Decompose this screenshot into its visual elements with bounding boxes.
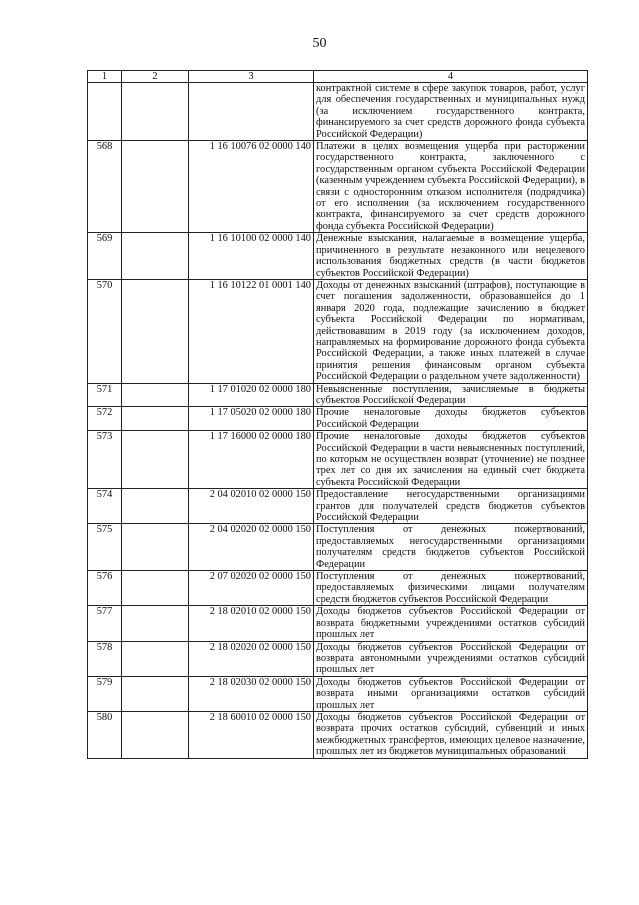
table-row <box>88 83 588 141</box>
column-header-4: 4 <box>314 71 588 83</box>
budget-code: 2 18 02030 02 0000 150 <box>189 676 314 711</box>
row-number: 580 <box>88 711 122 758</box>
row-number: 573 <box>88 431 122 489</box>
row-description: контрактной системе в сфере закупок товаров, работ, услуг для обеспечения государственных и муниципальных нужд (за исключением государственного контракта, финансируемого за счет средств дорожного фонда субъекта Российской Федерации) <box>314 83 588 141</box>
table-header-row <box>88 71 588 83</box>
row-column-2 <box>122 431 189 489</box>
row-description: Невыясненные поступления, зачисляемые в бюджеты субъектов Российской Федерации <box>314 383 588 407</box>
row-description: Прочие неналоговые доходы бюджетов субъектов Российской Федерации <box>314 407 588 431</box>
row-description: Платежи в целях возмещения ущерба при расторжении государственного контракта, заключенного с государственным органом субъекта Российской Федерации (казенным учреждением субъекта Российской Федерации), в связи с односторонним отказом исполнителя (подрядчика) от его исполнения (за исключением государственного контракта, финансируемого за счет средств дорожного фонда субъекта Российской Федерации) <box>314 141 588 233</box>
budget-code: 2 07 02020 02 0000 150 <box>189 571 314 606</box>
table-row <box>88 676 588 711</box>
row-column-2 <box>122 141 189 233</box>
row-description: Доходы бюджетов субъектов Российской Федерации от возврата бюджетными учреждениями остатков субсидий прошлых лет <box>314 606 588 641</box>
row-column-2 <box>122 383 189 407</box>
row-description: Доходы бюджетов субъектов Российской Федерации от возврата иными организациями остатков субсидий прошлых лет <box>314 676 588 711</box>
budget-code: 2 18 02020 02 0000 150 <box>189 641 314 676</box>
table-row <box>88 606 588 641</box>
budget-code: 2 18 02010 02 0000 150 <box>189 606 314 641</box>
budget-code: 2 18 60010 02 0000 150 <box>189 711 314 758</box>
row-description: Предоставление негосударственными организациями грантов для получателей средств бюджетов субъектов Российской Федерации <box>314 489 588 524</box>
budget-code: 1 16 10122 01 0001 140 <box>189 279 314 383</box>
row-column-2 <box>122 279 189 383</box>
table-row <box>88 383 588 407</box>
row-column-2 <box>122 83 189 141</box>
row-number: 572 <box>88 407 122 431</box>
row-column-2 <box>122 524 189 571</box>
table-row <box>88 524 588 571</box>
table-row <box>88 571 588 606</box>
row-description: Доходы бюджетов субъектов Российской Федерации от возврата прочих остатков субсидий, субвенций и иных межбюджетных трансфертов, имеющих целевое назначение, прошлых лет из бюджетов муниципальных образований <box>314 711 588 758</box>
row-description: Денежные взыскания, налагаемые в возмещение ущерба, причиненного в результате незаконного или нецелевого использования бюджетных средств (в части бюджетов субъектов Российской Федерации) <box>314 233 588 280</box>
table-row <box>88 641 588 676</box>
row-description: Поступления от денежных пожертвований, предоставляемых физическими лицами получателям средств бюджетов субъектов Российской Федерации <box>314 571 588 606</box>
row-number: 578 <box>88 641 122 676</box>
table-row <box>88 279 588 383</box>
row-number <box>88 83 122 141</box>
row-number: 579 <box>88 676 122 711</box>
row-column-2 <box>122 641 189 676</box>
row-description: Доходы бюджетов субъектов Российской Федерации от возврата автономными учреждениями остатков субсидий прошлых лет <box>314 641 588 676</box>
row-column-2 <box>122 407 189 431</box>
table-row <box>88 489 588 524</box>
row-column-2 <box>122 489 189 524</box>
table-row <box>88 233 588 280</box>
budget-code: 1 17 16000 02 0000 180 <box>189 431 314 489</box>
budget-code: 1 17 01020 02 0000 180 <box>189 383 314 407</box>
row-column-2 <box>122 606 189 641</box>
row-description: Поступления от денежных пожертвований, предоставляемых негосударственными организациями получателям средств бюджетов субъектов Российской Федерации <box>314 524 588 571</box>
row-number: 571 <box>88 383 122 407</box>
column-header-3: 3 <box>189 71 314 83</box>
row-column-2 <box>122 571 189 606</box>
budget-code: 1 16 10076 02 0000 140 <box>189 141 314 233</box>
row-number: 569 <box>88 233 122 280</box>
budget-code: 2 04 02020 02 0000 150 <box>189 524 314 571</box>
budget-code: 1 17 05020 02 0000 180 <box>189 407 314 431</box>
budget-code <box>189 83 314 141</box>
row-number: 577 <box>88 606 122 641</box>
table-row <box>88 141 588 233</box>
budget-classification-table <box>87 70 588 759</box>
table-row <box>88 407 588 431</box>
budget-code: 2 04 02010 02 0000 150 <box>189 489 314 524</box>
page-number: 50 <box>312 36 327 51</box>
row-number: 568 <box>88 141 122 233</box>
row-description: Доходы от денежных взысканий (штрафов), поступающие в счет погашения задолженности, образовавшейся до 1 января 2020 года, подлежащие зачислению в бюджет субъекта Российской Федерации по нормативам, действовавшим в 2019 году (за исключением доходов, направляемых на формирование дорожного фонда субъекта Российской Федерации, а также иных платежей в случае принятия решения финансовым органом субъекта Российской Федерации о раздельном учете задолженности) <box>314 279 588 383</box>
table-row <box>88 711 588 758</box>
row-description: Прочие неналоговые доходы бюджетов субъектов Российской Федерации в части невыясненных поступлений, по которым не осуществлен возврат (уточнение) не позднее трех лет со дня их зачисления на единый счет бюджета субъекта Российской Федерации <box>314 431 588 489</box>
row-column-2 <box>122 711 189 758</box>
column-header-1: 1 <box>88 71 122 83</box>
row-number: 575 <box>88 524 122 571</box>
table-row <box>88 431 588 489</box>
row-column-2 <box>122 233 189 280</box>
column-header-2: 2 <box>122 71 189 83</box>
row-number: 576 <box>88 571 122 606</box>
row-number: 570 <box>88 279 122 383</box>
table-body <box>88 83 588 759</box>
row-number: 574 <box>88 489 122 524</box>
row-column-2 <box>122 676 189 711</box>
budget-code: 1 16 10100 02 0000 140 <box>189 233 314 280</box>
